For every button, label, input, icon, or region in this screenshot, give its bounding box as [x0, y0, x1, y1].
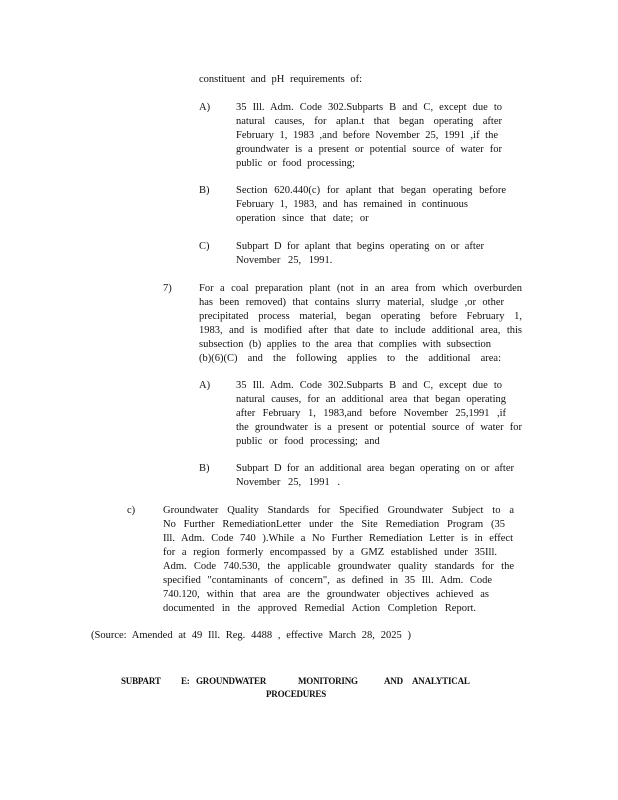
intro-line-text: constituent and pH requirements of:: [199, 74, 363, 85]
item-7a-label: A): [199, 380, 211, 391]
item-c-line: specified "contaminants of concern", as defined in 35 Ill. Adm. Code: [163, 575, 492, 586]
item-7b-line: November 25, 1991 .: [236, 477, 340, 488]
source-note-text: (Source: Amended at 49 Ill. Reg. 4488 , effective March 28, 2025 ): [91, 630, 411, 641]
item-c-line: documented in the approved Remedial Action Completion Report.: [163, 603, 476, 614]
item-7a-line: the groundwater is a present or potential source of water for: [236, 422, 522, 433]
item-6a-line: natural causes, for aplan.t that began operating after: [236, 116, 502, 127]
item-6a-line: 35 Ill. Adm. Code 302.Subparts B and C, except due to: [236, 102, 502, 113]
item-7b-text: [236, 462, 514, 490]
item-7a-text: [236, 379, 522, 449]
item-7b-line: Subpart D for an additional area began operating on or after: [236, 463, 514, 474]
item-6b-text: [236, 184, 506, 226]
item-6c-label: C): [199, 241, 210, 252]
item-6b-line: February 1, 1983, and has remained in continuous: [236, 199, 468, 210]
item-7-line: 1983, and is modified after that date to include additional area, this: [199, 325, 522, 336]
item-7-line: precipitated process material, began operating before February 1,: [199, 311, 522, 322]
item-7-label: 7): [163, 283, 172, 294]
item-7-line: For a coal preparation plant (not in an area from which overburden: [199, 283, 522, 294]
item-c-line: No Further RemediationLetter under the Site Remediation Program (35: [163, 519, 505, 530]
intro-line: [199, 73, 399, 87]
item-c-label: c): [127, 505, 136, 516]
item-6c-text: [236, 240, 484, 268]
item-6b-label: B): [199, 185, 210, 196]
heading-word-groundwater: GROUNDWATER: [196, 676, 267, 686]
item-6a-line: groundwater is a present or potential source of water for: [236, 144, 502, 155]
item-6a-label: A): [199, 102, 211, 113]
item-c-line: Ill. Adm. Code 740 ).While a No Further Remediation Letter is in effect: [163, 533, 513, 544]
subpart-word: SUBPART: [121, 676, 161, 686]
item-c-text: [163, 504, 514, 616]
heading-word-procedures: PROCEDURES: [266, 689, 327, 699]
heading-word-analytical: ANALYTICAL: [412, 676, 470, 686]
item-7a-line: after February 1, 1983,and before November 25,1991 ,if: [236, 408, 506, 419]
item-7-line: (b)(6)(C) and the following applies to the additional area:: [199, 353, 501, 364]
item-6a-line: February 1, 1983 ,and before November 25, 1991 ,if the: [236, 130, 498, 141]
item-6a-text: [236, 101, 502, 171]
item-7a-line: public or food processing; and: [236, 436, 380, 447]
item-7-line: has been removed) that contains slurry material, sludge ,or other: [199, 297, 504, 308]
item-7a-line: 35 Ill. Adm. Code 302.Subparts B and C, except due to: [236, 380, 502, 391]
item-7a-line: natural causes, for an additional area that began operating: [236, 394, 506, 405]
source-note: [91, 629, 411, 643]
item-c-line: for a region formerly encompassed by a GMZ established under 35Ill.: [163, 547, 497, 558]
heading-word-monitoring: MONITORING: [298, 676, 358, 686]
item-6b-line: operation since that date; or: [236, 213, 369, 224]
item-6c-line: Subpart D for aplant that begins operating on or after: [236, 241, 484, 252]
item-7-text: [199, 282, 522, 366]
heading-word-and: AND: [384, 676, 403, 686]
item-c-line: Adm. Code 740.530, the applicable groundwater quality standards for the: [163, 561, 514, 572]
item-c-line: Groundwater Quality Standards for Specified Groundwater Subject to a: [163, 505, 514, 516]
item-7b-label: B): [199, 463, 210, 474]
item-6c-line: November 25, 1991.: [236, 255, 333, 266]
subpart-letter: E:: [181, 676, 190, 686]
item-c-line: 740.120, within that area are the groundwater objectives achieved as: [163, 589, 489, 600]
item-6b-line: Section 620.440(c) for aplant that began operating before: [236, 185, 506, 196]
item-6a-line: public or food processing;: [236, 158, 355, 169]
item-7-line: subsection (b) applies to the area that complies with subsection: [199, 339, 491, 350]
